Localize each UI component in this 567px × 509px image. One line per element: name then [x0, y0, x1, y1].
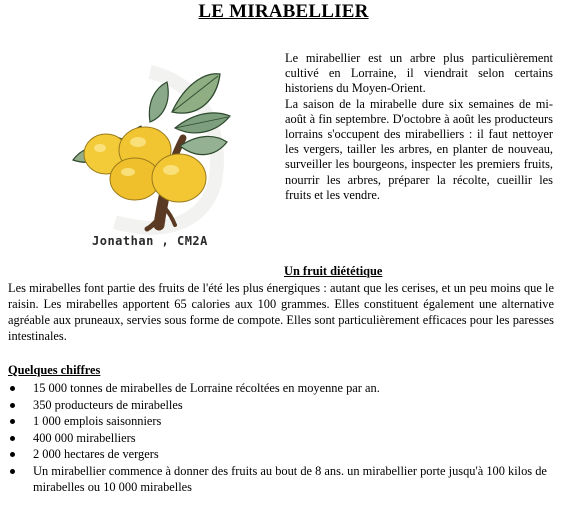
page-title: LE MIRABELLIER	[198, 1, 369, 22]
list-item: 400 000 mirabelliers	[8, 430, 548, 447]
intro-text	[285, 51, 553, 203]
intro-paragraph-season: La saison de la mirabelle dure six semaines de mi-août à fin septembre. D'octobre à août les producteurs lorrains s'occupent des mirabelliers : il faut nettoyer les vergers, tailler les arbres, en planter de nouveau, surveiller les bourgeons, inspecter les premiers fruits, nourrir les arbres, préparer la récolte, cueillir les fruits et les vendre.	[285, 96, 553, 202]
list-item: 2 000 hectares de vergers	[8, 446, 548, 463]
dietetic-paragraph: Les mirabelles font partie des fruits de l'été les plus énergiques : autant que les cerises, et un peu moins que le raisin. Les mirabelles apportent 65 calories aux 100 grammes. Elles constituent également une alternative agréable aux pruneaux, servies sous forme de compote. Elles sont particulièrement efficaces pour les paresses intestinales.	[8, 281, 554, 343]
figures-heading: Quelques chiffres	[8, 363, 101, 377]
list-item: Un mirabellier commence à donner des fruits au bout de 8 ans. un mirabellier porte jusqu'à 100 kilos de mirabelles ou 10 000 mirabelles	[8, 463, 548, 496]
mirabelle-branch-drawing	[55, 62, 270, 260]
dietetic-heading: Un fruit diététique	[284, 264, 383, 278]
list-item: 350 producteurs de mirabelles	[8, 397, 548, 414]
drawing-signature: Jonathan , CM2A	[92, 234, 208, 248]
intro-paragraph-origin: Le mirabellier est un arbre plus particulièrement cultivé en Lorraine, il viendrait selon certains historiens du Moyen-Orient.	[285, 51, 553, 96]
list-item: 1 000 emplois saisonniers	[8, 413, 548, 430]
figures-list	[8, 380, 548, 496]
list-item: 15 000 tonnes de mirabelles de Lorraine récoltées en moyenne par an.	[8, 380, 548, 397]
